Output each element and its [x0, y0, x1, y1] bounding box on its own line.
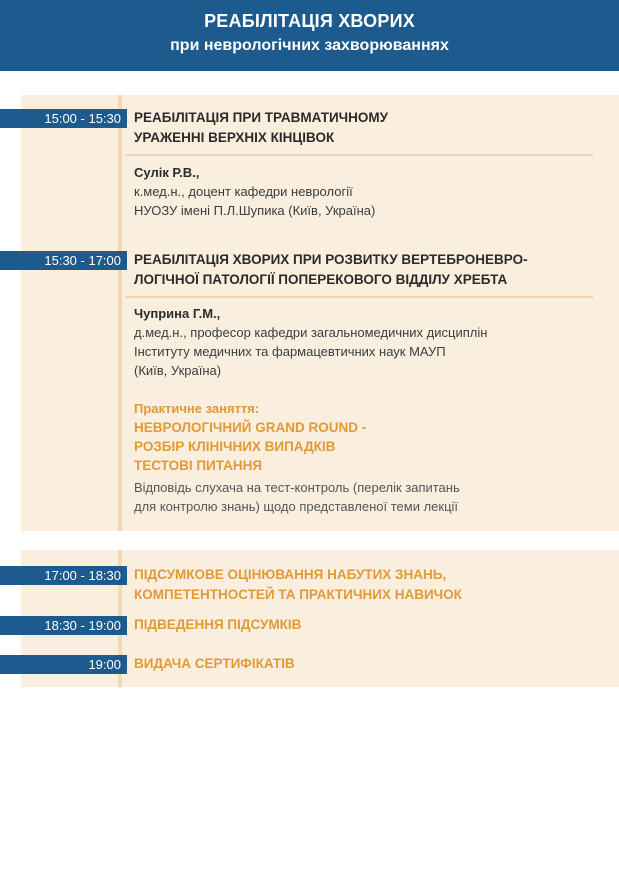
practical-session — [134, 400, 366, 475]
session-title-line: ВИДАЧА СЕРТИФІКАТІВ — [134, 656, 295, 671]
session-title — [134, 565, 462, 605]
session-time: 15:00 - 15:30 — [0, 109, 127, 128]
speaker-line: д.мед.н., професор кафедри загальномедичних дисциплін — [134, 325, 488, 340]
session-title-line: КОМПЕТЕНТНОСТЕЙ ТА ПРАКТИЧНИХ НАВИЧОК — [134, 587, 462, 602]
practical-description — [134, 478, 460, 516]
session-title-line: ПІДСУМКОВЕ ОЦІНЮВАННЯ НАБУТИХ ЗНАНЬ, — [134, 567, 447, 582]
session-title — [134, 250, 528, 290]
session-time: 15:30 - 17:00 — [0, 251, 127, 270]
session-title-line: ПІДВЕДЕННЯ ПІДСУМКІВ — [134, 617, 302, 632]
speaker-line: НУОЗУ імені П.Л.Шупика (Київ, Україна) — [134, 203, 376, 218]
speaker-name: Чуприна Г.М., — [134, 306, 221, 321]
session-title-line: УРАЖЕННІ ВЕРХНІХ КІНЦІВОК — [134, 130, 335, 145]
page-subtitle: при неврологічних захворюваннях — [170, 37, 449, 54]
speaker-name: Сулік Р.В., — [134, 165, 200, 180]
page-title: РЕАБІЛІТАЦІЯ ХВОРИХ — [204, 11, 415, 31]
description-line: Відповідь слухача на тест-контроль (перелік запитань — [134, 480, 460, 495]
session-time: 18:30 - 19:00 — [0, 616, 127, 635]
practical-line: ТЕСТОВІ ПИТАННЯ — [134, 458, 263, 473]
session-title — [134, 108, 388, 148]
page-header — [0, 0, 619, 71]
session-title-line: ЛОГІЧНОЇ ПАТОЛОГІЇ ПОПЕРЕКОВОГО ВІДДІЛУ ХРЕБТА — [134, 272, 508, 287]
speaker-info — [134, 163, 375, 220]
session-title — [134, 615, 301, 635]
session-title — [134, 654, 295, 674]
speaker-line: к.мед.н., доцент кафедри неврології — [134, 184, 353, 199]
description-line: для контролю знань) щодо представленої теми лекції — [134, 499, 459, 514]
session-time: 17:00 - 18:30 — [0, 566, 127, 585]
practical-line: РОЗБІР КЛІНІЧНИХ ВИПАДКІВ — [134, 439, 336, 454]
session-time: 19:00 — [0, 655, 127, 674]
practical-label: Практичне заняття: — [134, 401, 260, 416]
separator — [126, 296, 593, 298]
separator — [126, 154, 593, 156]
speaker-info — [134, 304, 487, 380]
timeline-line — [118, 95, 122, 531]
session-title-line: РЕАБІЛІТАЦІЯ ПРИ ТРАВМАТИЧНОМУ — [134, 110, 389, 125]
session-title-line: РЕАБІЛІТАЦІЯ ХВОРИХ ПРИ РОЗВИТКУ ВЕРТЕБРОНЕВРО- — [134, 252, 528, 267]
speaker-line: Інституту медичних та фармацевтичних наук МАУП — [134, 344, 446, 359]
practical-line: НЕВРОЛОГІЧНИЙ GRAND ROUND - — [134, 420, 367, 435]
speaker-line: (Київ, Україна) — [134, 363, 222, 378]
